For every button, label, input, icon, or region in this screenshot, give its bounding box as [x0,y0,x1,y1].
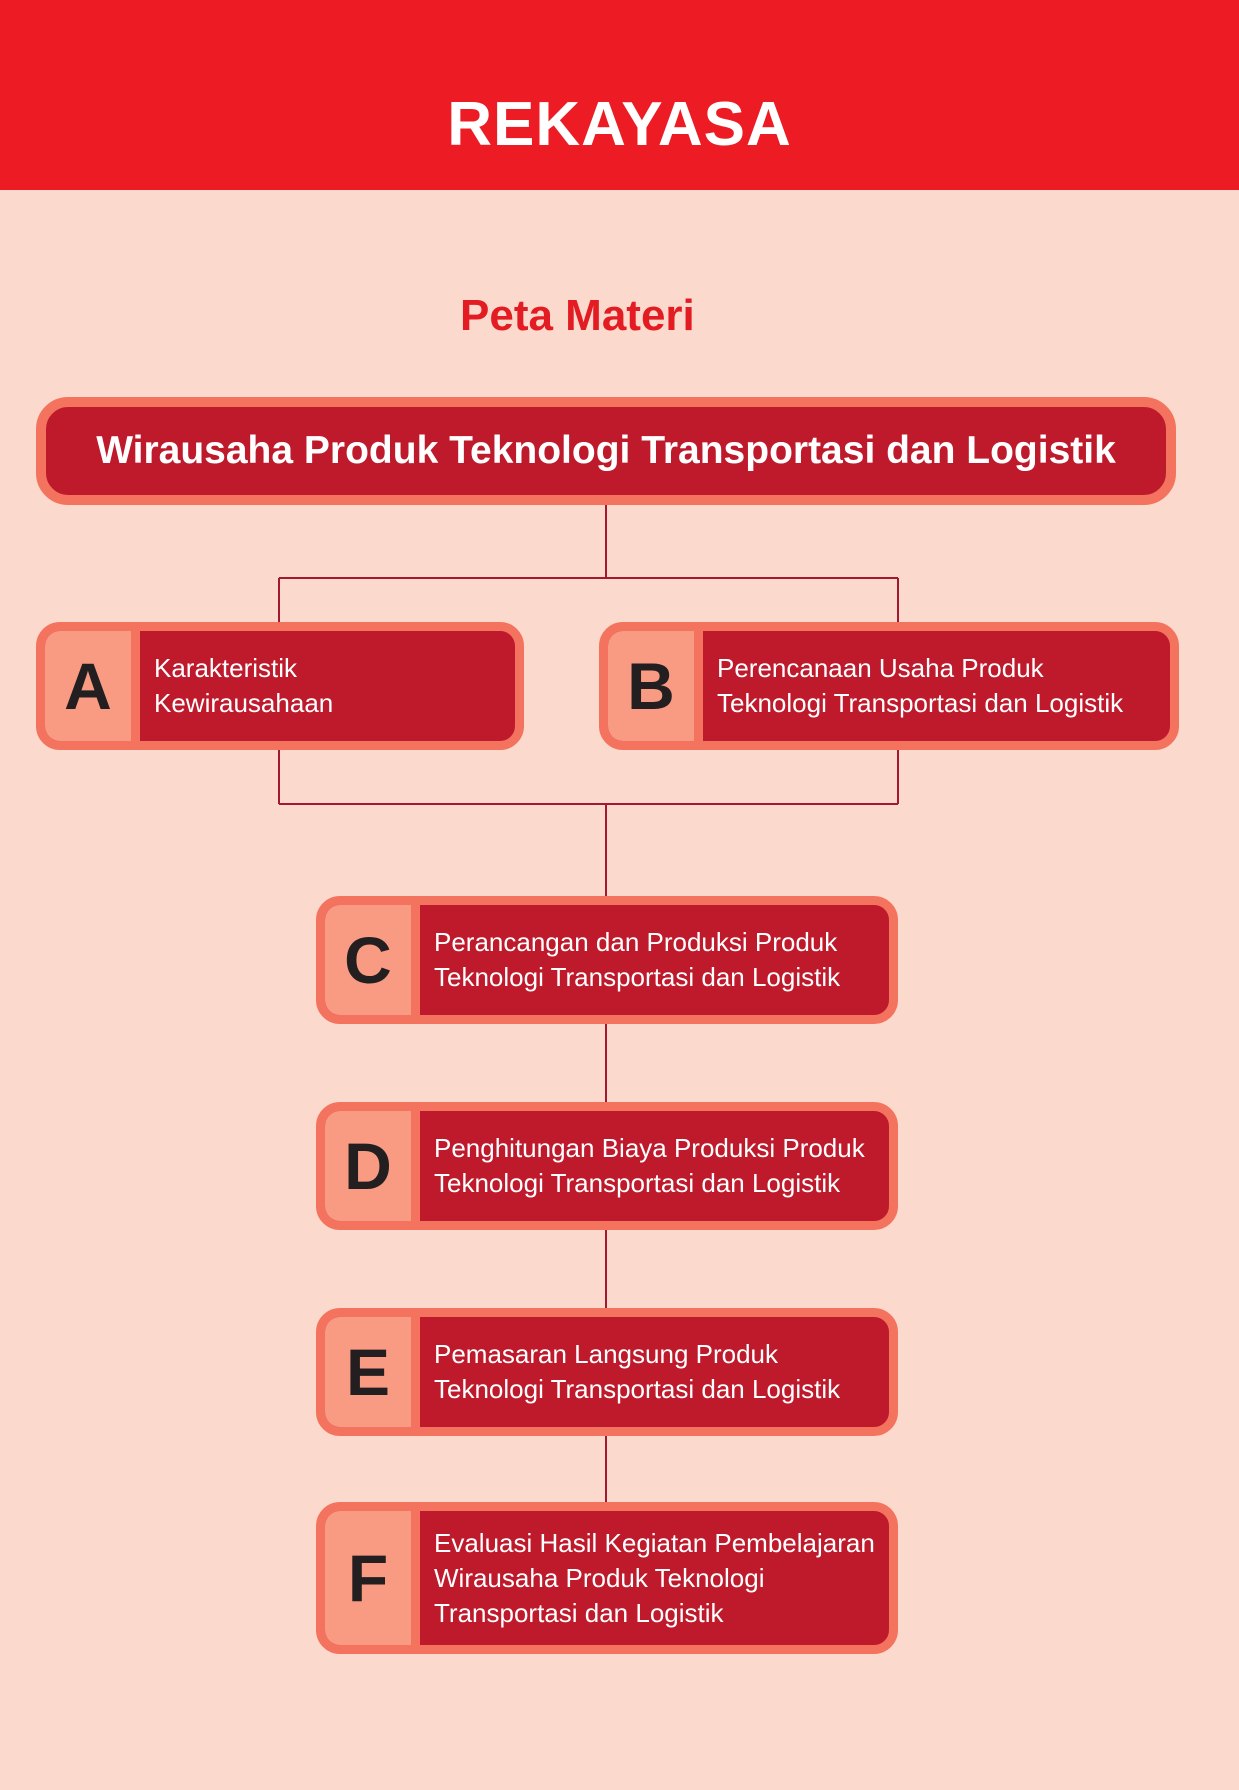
page-title: REKAYASA [447,90,792,159]
node-label: Perencanaan Usaha Produk Teknologi Transportasi dan Logistik [717,653,1124,718]
topic-node-d [316,1102,898,1230]
topic-node-b [599,622,1179,750]
node-letter: F [325,1511,420,1645]
node-letter: B [608,631,703,741]
node-letter: E [325,1317,420,1427]
node-label: Pemasaran Langsung Produk Teknologi Transportasi dan Logistik [434,1339,841,1404]
section-subtitle: Peta Materi [460,291,695,340]
topic-node-c [316,896,898,1024]
topic-node-f [316,1502,898,1654]
node-letter: D [325,1111,420,1221]
topic-node-e [316,1308,898,1436]
topic-node-a [36,622,524,750]
node-label: Penghitungan Biaya Produksi Produk Teknologi Transportasi dan Logistik [434,1133,865,1198]
connector-main-to-branches [279,505,898,622]
node-label: Perancangan dan Produksi Produk Teknologi Transportasi dan Logistik [434,927,841,992]
node-letter: C [325,905,420,1015]
node-label: Evaluasi Hasil Kegiatan Pembelajaran Wirausaha Produk Teknologi Transportasi dan Logistik [434,1527,875,1628]
node-letter: A [45,631,140,741]
connector-branches-to-c [279,750,898,896]
main-topic-box: Wirausaha Produk Teknologi Transportasi dan Logistik [36,397,1176,505]
header-bar [0,0,1239,190]
node-label: Karakteristik Kewirausahaan [154,653,334,718]
